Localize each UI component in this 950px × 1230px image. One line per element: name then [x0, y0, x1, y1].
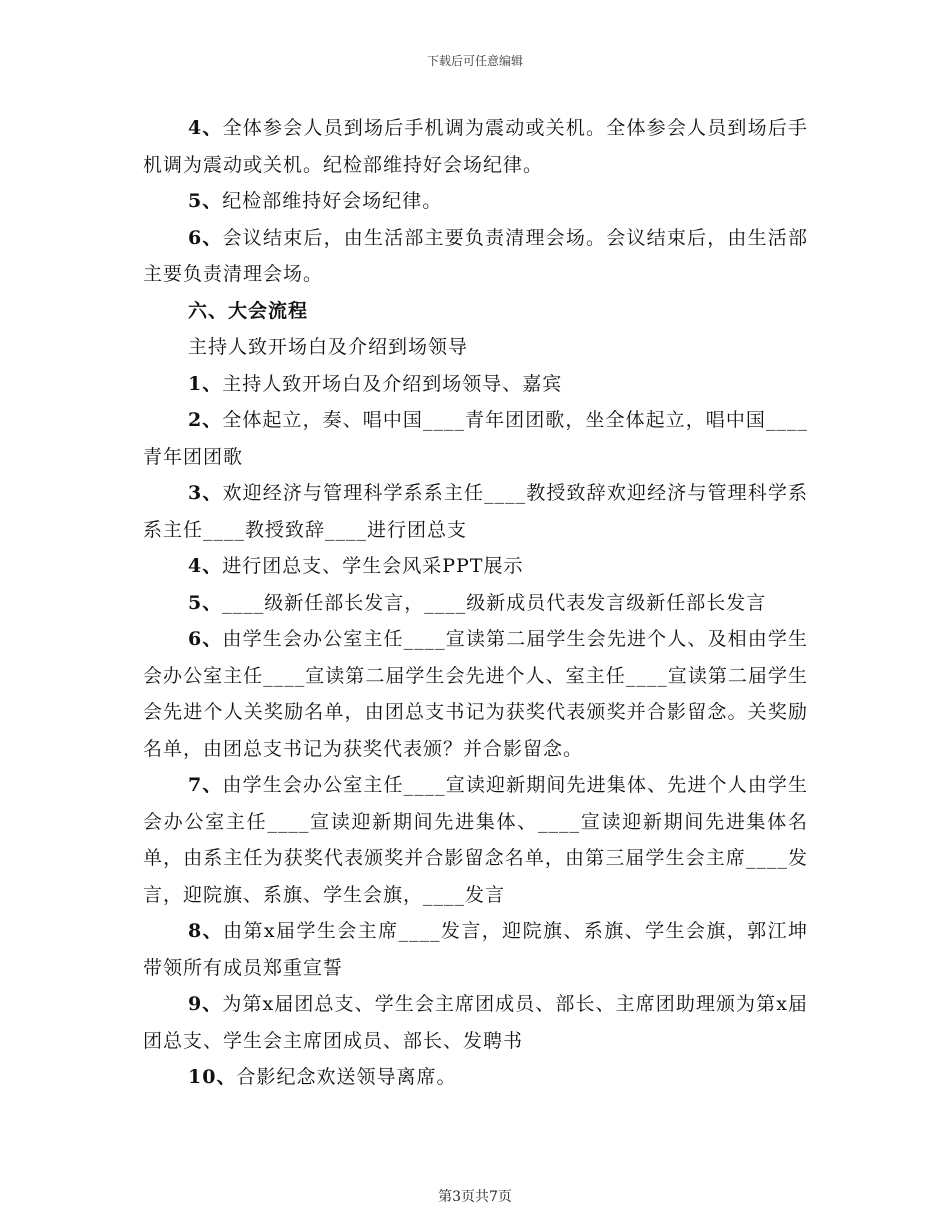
- item-number: 7、: [188, 774, 223, 796]
- paragraph: [143, 548, 808, 585]
- item-number: 8、: [188, 920, 224, 942]
- paragraph: [143, 1059, 808, 1096]
- paragraph: [143, 366, 808, 403]
- paragraph-text: 会议结束后，由生活部主要负责清理会场。会议结束后，由生活部主要负责清理会场。: [143, 226, 808, 285]
- item-number: 4、: [188, 117, 223, 139]
- paragraph: [143, 110, 808, 183]
- page-header: 下载后可任意编辑: [426, 54, 523, 68]
- paragraph-text: 由学生会办公室主任____宣读第二届学生会先进个人、及相由学生会办公室主任____宣读第二届学生会先进个人、室主任____宣读第二届学生会先进个人关奖励名单，由团总支书记为获奖代表颁奖并合影留念。关奖励名单，由团总支书记为获奖代表颁？并合影留念。: [143, 628, 808, 760]
- paragraph-text: 合影纪念欢送领导离席。: [236, 1066, 457, 1088]
- paragraph: [143, 475, 808, 548]
- paragraph: [143, 220, 808, 293]
- paragraph-text: 六、大会流程: [188, 299, 309, 322]
- paragraph: [143, 402, 808, 475]
- item-number: 2、: [188, 409, 223, 431]
- paragraph-text: 全体参会人员到场后手机调为震动或关机。全体参会人员到场后手机调为震动或关机。纪检部维持好会场纪律。: [143, 117, 808, 176]
- paragraph-text: 欢迎经济与管理科学系系主任____教授致辞欢迎经济与管理科学系系主任____教授致辞____进行团总支: [143, 482, 808, 541]
- item-number: 10、: [188, 1066, 237, 1088]
- paragraph: [143, 621, 808, 767]
- paragraph-text: 全体起立，奏、唱中国____青年团团歌，坐全体起立，唱中国____青年团团歌: [143, 409, 808, 468]
- item-number: 1、: [188, 372, 223, 395]
- paragraph: [143, 585, 808, 622]
- item-number: 5、: [188, 190, 223, 212]
- item-number: 6、: [188, 628, 223, 650]
- item-number: 5、: [188, 591, 223, 614]
- paragraph-text: 进行团总支、学生会风采PPT展示: [222, 555, 524, 577]
- item-number: 3、: [188, 482, 223, 504]
- paragraph: [143, 913, 808, 986]
- section-heading: [143, 293, 808, 330]
- paragraph-text: 由学生会办公室主任____宣读迎新期间先进集体、先进个人由学生会办公室主任____宣读迎新期间先进集体、____宣读迎新期间先进集体名单，由系主任为获奖代表颁奖并合影留念名单，由第三届学生会主席____发言，迎院旗、系旗、学生会旗，____发言: [143, 774, 808, 906]
- paragraph-text: 主持人致开场白及介绍到场领导、嘉宾: [222, 372, 563, 395]
- item-number: 6、: [188, 226, 223, 249]
- paragraph: [143, 329, 808, 366]
- paragraph: [143, 986, 808, 1059]
- item-number: 9、: [188, 993, 223, 1015]
- paragraph: [143, 183, 808, 220]
- paragraph-text: 由第x届学生会主席____发言，迎院旗、系旗、学生会旗，郭江坤带领所有成员郑重宣誓: [143, 920, 808, 979]
- document-body: [143, 110, 808, 1096]
- paragraph-text: ____级新任部长发言，____级新成员代表发言级新任部长发言: [222, 591, 767, 614]
- paragraph: [143, 767, 808, 913]
- paragraph-text: 为第x届团总支、学生会主席团成员、部长、主席团助理颁为第x届团总支、学生会主席团成员、部长、发聘书: [143, 993, 808, 1052]
- page-number: 第3页共7页: [438, 1189, 512, 1205]
- paragraph-text: 主持人致开场白及介绍到场领导: [188, 336, 469, 358]
- item-number: 4、: [188, 555, 223, 577]
- paragraph-text: 纪检部维持好会场纪律。: [222, 190, 443, 212]
